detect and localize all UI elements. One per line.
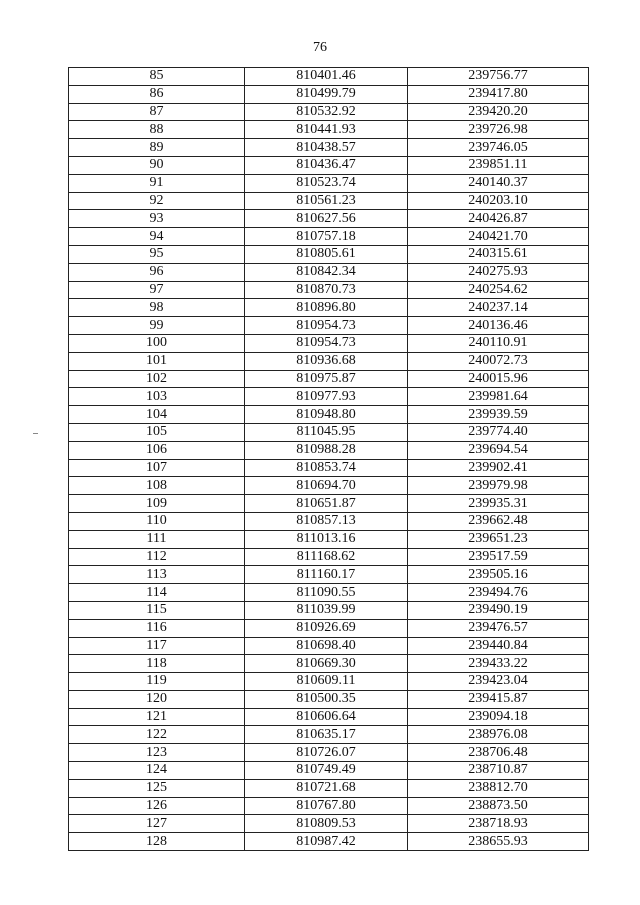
table-row xyxy=(69,228,589,246)
y-coordinate-cell: 239420.20 xyxy=(408,103,589,121)
point-number-cell: 100 xyxy=(69,334,245,352)
x-coordinate-cell: 810842.34 xyxy=(245,263,408,281)
point-number-cell: 94 xyxy=(69,228,245,246)
table-row xyxy=(69,192,589,210)
y-coordinate-cell: 239423.04 xyxy=(408,673,589,691)
y-coordinate-cell: 240254.62 xyxy=(408,281,589,299)
x-coordinate-cell: 810870.73 xyxy=(245,281,408,299)
point-number-cell: 125 xyxy=(69,779,245,797)
x-coordinate-cell: 810853.74 xyxy=(245,459,408,477)
y-coordinate-cell: 240136.46 xyxy=(408,317,589,335)
table-row xyxy=(69,121,589,139)
x-coordinate-cell: 810523.74 xyxy=(245,174,408,192)
y-coordinate-cell: 238812.70 xyxy=(408,779,589,797)
table-row xyxy=(69,690,589,708)
point-number-cell: 111 xyxy=(69,530,245,548)
table-row xyxy=(69,495,589,513)
x-coordinate-cell: 811160.17 xyxy=(245,566,408,584)
x-coordinate-cell: 810936.68 xyxy=(245,352,408,370)
x-coordinate-cell: 810721.68 xyxy=(245,779,408,797)
y-coordinate-cell: 239981.64 xyxy=(408,388,589,406)
point-number-cell: 122 xyxy=(69,726,245,744)
point-number-cell: 108 xyxy=(69,477,245,495)
y-coordinate-cell: 239494.76 xyxy=(408,584,589,602)
point-number-cell: 91 xyxy=(69,174,245,192)
y-coordinate-cell: 239851.11 xyxy=(408,156,589,174)
x-coordinate-cell: 810975.87 xyxy=(245,370,408,388)
y-coordinate-cell: 239694.54 xyxy=(408,441,589,459)
point-number-cell: 97 xyxy=(69,281,245,299)
scan-mark xyxy=(33,433,38,434)
y-coordinate-cell: 239939.59 xyxy=(408,406,589,424)
table-row xyxy=(69,619,589,637)
y-coordinate-cell: 239651.23 xyxy=(408,530,589,548)
point-number-cell: 113 xyxy=(69,566,245,584)
y-coordinate-cell: 238873.50 xyxy=(408,797,589,815)
point-number-cell: 98 xyxy=(69,299,245,317)
x-coordinate-cell: 810805.61 xyxy=(245,245,408,263)
point-number-cell: 118 xyxy=(69,655,245,673)
point-number-cell: 119 xyxy=(69,673,245,691)
y-coordinate-cell: 239935.31 xyxy=(408,495,589,513)
coordinates-table xyxy=(68,67,589,851)
y-coordinate-cell: 239979.98 xyxy=(408,477,589,495)
table-row xyxy=(69,156,589,174)
y-coordinate-cell: 239902.41 xyxy=(408,459,589,477)
y-coordinate-cell: 239417.80 xyxy=(408,85,589,103)
y-coordinate-cell: 240110.91 xyxy=(408,334,589,352)
x-coordinate-cell: 811090.55 xyxy=(245,584,408,602)
table-row xyxy=(69,388,589,406)
x-coordinate-cell: 810500.35 xyxy=(245,690,408,708)
table-row xyxy=(69,548,589,566)
table-row xyxy=(69,833,589,851)
point-number-cell: 102 xyxy=(69,370,245,388)
y-coordinate-cell: 239094.18 xyxy=(408,708,589,726)
point-number-cell: 93 xyxy=(69,210,245,228)
table-row xyxy=(69,512,589,530)
table-row xyxy=(69,263,589,281)
x-coordinate-cell: 810767.80 xyxy=(245,797,408,815)
table-row xyxy=(69,708,589,726)
x-coordinate-cell: 811039.99 xyxy=(245,601,408,619)
table-row xyxy=(69,744,589,762)
table-row xyxy=(69,601,589,619)
table-row xyxy=(69,281,589,299)
x-coordinate-cell: 810609.11 xyxy=(245,673,408,691)
x-coordinate-cell: 810926.69 xyxy=(245,619,408,637)
point-number-cell: 116 xyxy=(69,619,245,637)
y-coordinate-cell: 239662.48 xyxy=(408,512,589,530)
x-coordinate-cell: 810698.40 xyxy=(245,637,408,655)
point-number-cell: 86 xyxy=(69,85,245,103)
table-row xyxy=(69,441,589,459)
x-coordinate-cell: 810561.23 xyxy=(245,192,408,210)
table-row xyxy=(69,210,589,228)
point-number-cell: 95 xyxy=(69,245,245,263)
x-coordinate-cell: 810694.70 xyxy=(245,477,408,495)
point-number-cell: 99 xyxy=(69,317,245,335)
x-coordinate-cell: 811168.62 xyxy=(245,548,408,566)
x-coordinate-cell: 810499.79 xyxy=(245,85,408,103)
y-coordinate-cell: 240140.37 xyxy=(408,174,589,192)
table-row xyxy=(69,334,589,352)
point-number-cell: 107 xyxy=(69,459,245,477)
table-row xyxy=(69,477,589,495)
point-number-cell: 90 xyxy=(69,156,245,174)
page-number: 76 xyxy=(313,40,327,55)
x-coordinate-cell: 810987.42 xyxy=(245,833,408,851)
y-coordinate-cell: 239505.16 xyxy=(408,566,589,584)
y-coordinate-cell: 238710.87 xyxy=(408,762,589,780)
table-row xyxy=(69,370,589,388)
point-number-cell: 128 xyxy=(69,833,245,851)
y-coordinate-cell: 240072.73 xyxy=(408,352,589,370)
table-row xyxy=(69,85,589,103)
point-number-cell: 123 xyxy=(69,744,245,762)
table-row xyxy=(69,530,589,548)
x-coordinate-cell: 810857.13 xyxy=(245,512,408,530)
point-number-cell: 104 xyxy=(69,406,245,424)
table-row xyxy=(69,779,589,797)
table-row xyxy=(69,637,589,655)
y-coordinate-cell: 238718.93 xyxy=(408,815,589,833)
x-coordinate-cell: 810438.57 xyxy=(245,139,408,157)
y-coordinate-cell: 238706.48 xyxy=(408,744,589,762)
x-coordinate-cell: 810401.46 xyxy=(245,68,408,86)
point-number-cell: 105 xyxy=(69,423,245,441)
y-coordinate-cell: 239476.57 xyxy=(408,619,589,637)
table-row xyxy=(69,584,589,602)
table-row xyxy=(69,762,589,780)
point-number-cell: 114 xyxy=(69,584,245,602)
y-coordinate-cell: 240421.70 xyxy=(408,228,589,246)
x-coordinate-cell: 810606.64 xyxy=(245,708,408,726)
table-row xyxy=(69,174,589,192)
table-row xyxy=(69,299,589,317)
y-coordinate-cell: 239774.40 xyxy=(408,423,589,441)
y-coordinate-cell: 239415.87 xyxy=(408,690,589,708)
y-coordinate-cell: 239517.59 xyxy=(408,548,589,566)
x-coordinate-cell: 810726.07 xyxy=(245,744,408,762)
table-row xyxy=(69,68,589,86)
y-coordinate-cell: 240275.93 xyxy=(408,263,589,281)
point-number-cell: 85 xyxy=(69,68,245,86)
x-coordinate-cell: 810669.30 xyxy=(245,655,408,673)
point-number-cell: 127 xyxy=(69,815,245,833)
x-coordinate-cell: 810749.49 xyxy=(245,762,408,780)
table-row xyxy=(69,317,589,335)
y-coordinate-cell: 239746.05 xyxy=(408,139,589,157)
y-coordinate-cell: 239433.22 xyxy=(408,655,589,673)
point-number-cell: 106 xyxy=(69,441,245,459)
x-coordinate-cell: 811013.16 xyxy=(245,530,408,548)
x-coordinate-cell: 810757.18 xyxy=(245,228,408,246)
point-number-cell: 96 xyxy=(69,263,245,281)
point-number-cell: 109 xyxy=(69,495,245,513)
y-coordinate-cell: 239490.19 xyxy=(408,601,589,619)
x-coordinate-cell: 810635.17 xyxy=(245,726,408,744)
y-coordinate-cell: 238655.93 xyxy=(408,833,589,851)
y-coordinate-cell: 239440.84 xyxy=(408,637,589,655)
table-row xyxy=(69,566,589,584)
point-number-cell: 126 xyxy=(69,797,245,815)
table-row xyxy=(69,459,589,477)
table-row xyxy=(69,673,589,691)
y-coordinate-cell: 240237.14 xyxy=(408,299,589,317)
table-row xyxy=(69,406,589,424)
x-coordinate-cell: 810441.93 xyxy=(245,121,408,139)
table-row xyxy=(69,815,589,833)
y-coordinate-cell: 239726.98 xyxy=(408,121,589,139)
y-coordinate-cell: 239756.77 xyxy=(408,68,589,86)
point-number-cell: 121 xyxy=(69,708,245,726)
x-coordinate-cell: 810627.56 xyxy=(245,210,408,228)
point-number-cell: 120 xyxy=(69,690,245,708)
point-number-cell: 110 xyxy=(69,512,245,530)
x-coordinate-cell: 810988.28 xyxy=(245,441,408,459)
point-number-cell: 92 xyxy=(69,192,245,210)
table-row xyxy=(69,423,589,441)
table-row xyxy=(69,139,589,157)
x-coordinate-cell: 810948.80 xyxy=(245,406,408,424)
point-number-cell: 89 xyxy=(69,139,245,157)
point-number-cell: 101 xyxy=(69,352,245,370)
point-number-cell: 115 xyxy=(69,601,245,619)
coordinates-table-body xyxy=(69,68,589,851)
table-row xyxy=(69,797,589,815)
x-coordinate-cell: 810896.80 xyxy=(245,299,408,317)
point-number-cell: 117 xyxy=(69,637,245,655)
x-coordinate-cell: 810954.73 xyxy=(245,317,408,335)
x-coordinate-cell: 810436.47 xyxy=(245,156,408,174)
point-number-cell: 88 xyxy=(69,121,245,139)
x-coordinate-cell: 810977.93 xyxy=(245,388,408,406)
table-row xyxy=(69,103,589,121)
y-coordinate-cell: 240315.61 xyxy=(408,245,589,263)
x-coordinate-cell: 810809.53 xyxy=(245,815,408,833)
x-coordinate-cell: 810651.87 xyxy=(245,495,408,513)
point-number-cell: 112 xyxy=(69,548,245,566)
y-coordinate-cell: 240426.87 xyxy=(408,210,589,228)
point-number-cell: 124 xyxy=(69,762,245,780)
y-coordinate-cell: 240015.96 xyxy=(408,370,589,388)
table-row xyxy=(69,655,589,673)
x-coordinate-cell: 810954.73 xyxy=(245,334,408,352)
point-number-cell: 87 xyxy=(69,103,245,121)
point-number-cell: 103 xyxy=(69,388,245,406)
y-coordinate-cell: 238976.08 xyxy=(408,726,589,744)
x-coordinate-cell: 810532.92 xyxy=(245,103,408,121)
y-coordinate-cell: 240203.10 xyxy=(408,192,589,210)
x-coordinate-cell: 811045.95 xyxy=(245,423,408,441)
table-row xyxy=(69,726,589,744)
table-row xyxy=(69,352,589,370)
table-row xyxy=(69,245,589,263)
